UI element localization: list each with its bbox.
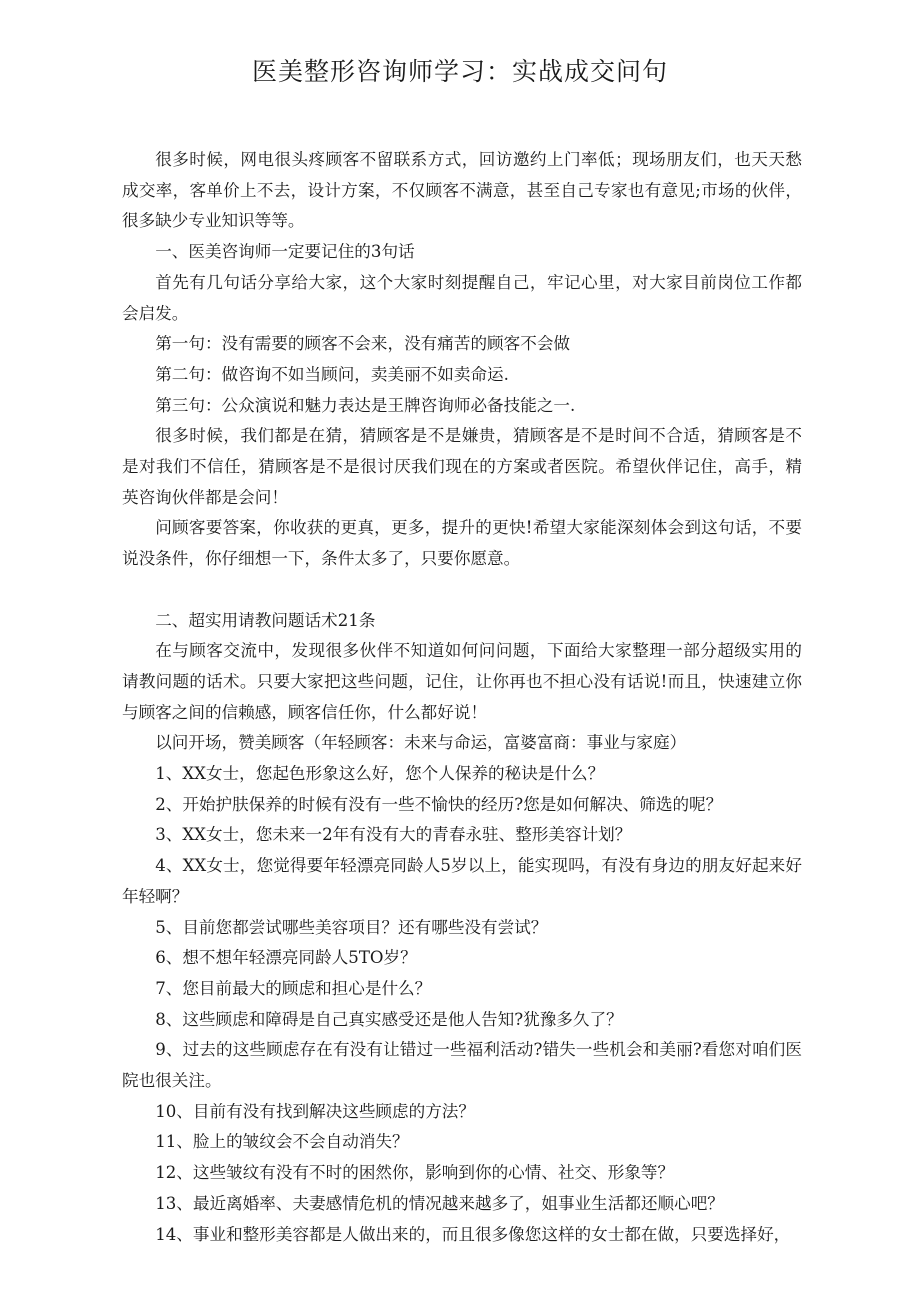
- list-item: 9、过去的这些顾虑存在有没有让错过一些福利活动?错失一些机会和美丽?看您对咱们医院也很关注。: [122, 1040, 802, 1091]
- document-body: [122, 145, 802, 1250]
- quote-line-2: 第二句：做咨询不如当顾问，卖美丽不如卖命运.: [155, 364, 509, 384]
- paragraph: 首先有几句话分享给大家，这个大家时刻提醒自己，牢记心里，对大家目前岗位工作都会启发。: [122, 272, 802, 323]
- list-item: 4、XX女士，您觉得要年轻漂亮同龄人5岁以上，能实现吗，有没有身边的朋友好起来好年轻啊？: [122, 856, 802, 906]
- quote-line-3: 第三句：公众演说和魅力表达是王牌咨询师必备技能之一.: [155, 395, 576, 415]
- section-heading-2: 二、超实用请教问题话术21条: [155, 610, 376, 630]
- list-item: 1、XX女士，您起色形象这么好，您个人保养的秘诀是什么？: [155, 764, 605, 784]
- list-item: 3、XX女士，您未来一2年有没有大的青春永驻、整形美容计划？: [155, 825, 632, 845]
- list-item: 13、最近离婚率、夫妻感情危机的情况越来越多了，姐事业生活都还顺心吧？: [155, 1193, 724, 1213]
- list-item: 14、事业和整形美容都是人做出来的，而且很多像您这样的女士都在做，只要选择好，: [155, 1224, 791, 1244]
- list-item: 7、您目前最大的顾虑和担心是什么？: [155, 978, 432, 998]
- list-item: 12、这些皱纹有没有不时的困然你，影响到你的心情、社交、形象等？: [155, 1163, 675, 1183]
- list-item: 11、脸上的皱纹会不会自动消失？: [155, 1132, 409, 1152]
- paragraph-intro: 很多时候，网电很头疼顾客不留联系方式，回访邀约上门率低；现场朋友们，也天天愁成交率，客单价上不去，设计方案，不仅顾客不满意，甚至自己专家也有意见;市场的伙伴，很多缺少专业知识等等。: [122, 150, 802, 231]
- list-item: 8、这些顾虑和障碍是自己真实感受还是他人告知?犹豫多久了？: [155, 1009, 623, 1029]
- quote-line-1: 第一句：没有需要的顾客不会来，没有痛苦的顾客不会做: [155, 334, 571, 354]
- paragraph: 问顾客要答案，你收获的更真，更多，提升的更快!希望大家能深刻体会到这句话，不要说没条件，你仔细想一下，条件太多了，只要你愿意。: [122, 518, 802, 569]
- list-item: 10、目前有没有找到解决这些顾虑的方法？: [155, 1101, 475, 1121]
- list-item: 5、目前您都尝试哪些美容项目？还有哪些没有尝试？: [155, 917, 548, 937]
- blank-line: [122, 575, 802, 606]
- paragraph: 以问开场，赞美顾客（年轻顾客：未来与命运，富婆富商：事业与家庭）: [155, 733, 687, 753]
- paragraph: 很多时候，我们都是在猜，猜顾客是不是嫌贵，猜顾客是不是时间不合适，猜顾客是不是对我们不信任，猜顾客是不是很讨厌我们现在的方案或者医院。希望伙伴记住，高手，精英咨询伙伴都是会问！: [122, 426, 802, 507]
- document-title: 医美整形咨询师学习：实战成交问句: [251, 57, 668, 86]
- list-item: 6、想不想年轻漂亮同龄人5TO岁？: [155, 948, 417, 968]
- paragraph: 在与顾客交流中，发现很多伙伴不知道如何问问题，下面给大家整理一部分超级实用的请教问题的话术。只要大家把这些问题，记住，让你再也不担心没有话说!而且，快速建立你与顾客之间的信赖感，顾客信任你，什么都好说！: [122, 641, 802, 722]
- list-item: 2、开始护肤保养的时候有没有一些不愉快的经历?您是如何解决、筛选的呢？: [155, 794, 723, 814]
- section-heading-1: 一、医美咨询师一定要记住的3句话: [155, 242, 415, 262]
